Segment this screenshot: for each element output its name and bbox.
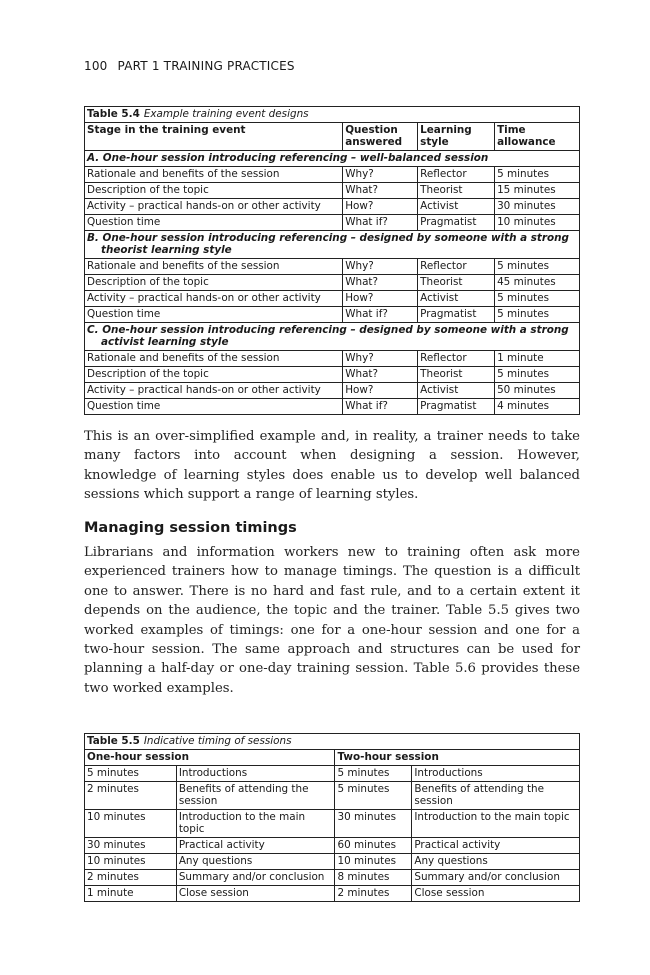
table-row — [85, 183, 580, 199]
table-cell: Pragmatist — [418, 215, 495, 231]
running-title: PART 1 TRAINING PRACTICES — [117, 59, 295, 73]
table-cell: 45 minutes — [495, 275, 580, 291]
table-cell: Activist — [418, 291, 495, 307]
table-cell: 10 minutes — [85, 854, 177, 870]
table-row — [85, 838, 580, 854]
table-row — [85, 367, 580, 383]
section-heading: Managing session timings — [84, 520, 297, 536]
table-cell: 5 minutes — [495, 367, 580, 383]
table-cell: Introductions — [412, 766, 580, 782]
table-cell: Activity – practical hands-on or other activity — [85, 199, 343, 215]
page-number: 100 — [84, 59, 108, 73]
table-cell: Any questions — [176, 854, 335, 870]
table-cell: Why? — [343, 259, 418, 275]
table-cell: Benefits of attending the session — [412, 782, 580, 810]
table-cell: What? — [343, 275, 418, 291]
table-cell: 5 minutes — [335, 782, 412, 810]
table-cell: Question time — [85, 307, 343, 323]
table-cell: What if? — [343, 215, 418, 231]
table-row — [85, 870, 580, 886]
table-5-5 — [84, 733, 580, 902]
table-cell: Description of the topic — [85, 183, 343, 199]
table-cell: 2 minutes — [335, 886, 412, 902]
table-row — [85, 351, 580, 367]
table-cell: Activist — [418, 383, 495, 399]
table-cell: Theorist — [418, 367, 495, 383]
table-title: Indicative timing of sessions — [143, 735, 292, 747]
table-header-row — [85, 750, 580, 766]
column-header: Stage in the training event — [85, 123, 343, 151]
table-cell: Theorist — [418, 275, 495, 291]
section-heading-text: C. One-hour session introducing referencing – designed by someone with a strong — [87, 324, 569, 336]
section-heading-cell — [85, 151, 580, 167]
table-row — [85, 199, 580, 215]
table-cell: What if? — [343, 307, 418, 323]
table-cell: Close session — [176, 886, 335, 902]
table-row — [85, 275, 580, 291]
table-row — [85, 167, 580, 183]
table-row — [85, 782, 580, 810]
table-cell: What? — [343, 183, 418, 199]
table-cell: 10 minutes — [495, 215, 580, 231]
table-5-4 — [84, 106, 580, 415]
table-label: Table 5.4 — [87, 108, 140, 120]
table-cell: Any questions — [412, 854, 580, 870]
table-cell: Summary and/or conclusion — [412, 870, 580, 886]
table-row — [85, 766, 580, 782]
table-cell: Reflector — [418, 167, 495, 183]
table-cell: How? — [343, 199, 418, 215]
table-cell: What if? — [343, 399, 418, 415]
table-cell: 60 minutes — [335, 838, 412, 854]
table-cell: 2 minutes — [85, 870, 177, 886]
table-caption — [85, 107, 580, 123]
table-cell: 5 minutes — [335, 766, 412, 782]
table-cell: Why? — [343, 351, 418, 367]
table-cell: 30 minutes — [495, 199, 580, 215]
table-row — [85, 854, 580, 870]
table-row — [85, 215, 580, 231]
section-heading-text: A. One-hour session introducing referencing – well-balanced session — [87, 152, 489, 164]
section-heading-row — [85, 151, 580, 167]
table-cell: 1 minute — [85, 886, 177, 902]
section-heading-cell — [85, 323, 580, 351]
body-paragraph: Librarians and information workers new to training often ask more experienced trainers how to manage timings. The question is a difficult one to answer. There is no hard and fast rule, and to a certain extent it depends on the audience, the topic and the trainer. Table 5.5 gives two worked examples of timings: one for a one-hour session and one for a two-hour session. The same approach and structures can be used for planning a half-day or one-day training session. Table 5.6 provides these two worked examples. — [84, 545, 580, 696]
table-cell: Introduction to the main topic — [412, 810, 580, 838]
table-cell: Activity – practical hands-on or other activity — [85, 383, 343, 399]
section-heading-row — [85, 323, 580, 351]
table-cell: Question time — [85, 399, 343, 415]
table-cell: Pragmatist — [418, 307, 495, 323]
table-cell: Rationale and benefits of the session — [85, 259, 343, 275]
section-heading-continuation: activist learning style — [101, 336, 229, 348]
table-row — [85, 291, 580, 307]
section-heading-row — [85, 231, 580, 259]
section-heading-continuation: theorist learning style — [101, 244, 232, 256]
table-cell: What? — [343, 367, 418, 383]
table-label: Table 5.5 — [87, 735, 140, 747]
column-header: Question answered — [343, 123, 418, 151]
table-cell: Reflector — [418, 351, 495, 367]
table-cell: Benefits of attending the session — [176, 782, 335, 810]
table-row — [85, 307, 580, 323]
table-cell: 8 minutes — [335, 870, 412, 886]
table-cell: 5 minutes — [85, 766, 177, 782]
table-cell: 5 minutes — [495, 259, 580, 275]
table-cell: Description of the topic — [85, 275, 343, 291]
table-caption — [85, 734, 580, 750]
table-cell: Summary and/or conclusion — [176, 870, 335, 886]
table-cell: Practical activity — [412, 838, 580, 854]
body-paragraph: This is an over-simplified example and, in reality, a trainer needs to take many factors into account when designing a session. However, knowledge of learning styles does enable us to develop well balanced sessions which support a range of learning styles. — [84, 429, 580, 503]
table-cell: 5 minutes — [495, 167, 580, 183]
table-cell: Pragmatist — [418, 399, 495, 415]
table-cell: 10 minutes — [85, 810, 177, 838]
table-cell: How? — [343, 383, 418, 399]
column-header: Time allowance — [495, 123, 580, 151]
table-cell: Activist — [418, 199, 495, 215]
section-heading-cell — [85, 231, 580, 259]
table-row — [85, 886, 580, 902]
table-cell: 2 minutes — [85, 782, 177, 810]
table-cell: Rationale and benefits of the session — [85, 167, 343, 183]
section-heading-text: B. One-hour session introducing referencing – designed by someone with a strong — [87, 232, 569, 244]
table-cell: 1 minute — [495, 351, 580, 367]
table-title: Example training event designs — [143, 108, 309, 120]
table-cell: 4 minutes — [495, 399, 580, 415]
table-cell: Why? — [343, 167, 418, 183]
table-row — [85, 810, 580, 838]
table-cell: 30 minutes — [335, 810, 412, 838]
table-cell: Reflector — [418, 259, 495, 275]
table-cell: 10 minutes — [335, 854, 412, 870]
table-cell: 5 minutes — [495, 307, 580, 323]
column-header: Learning style — [418, 123, 495, 151]
table-cell: 5 minutes — [495, 291, 580, 307]
table-row — [85, 259, 580, 275]
table-cell: 50 minutes — [495, 383, 580, 399]
table-cell: Description of the topic — [85, 367, 343, 383]
column-group-header: One-hour session — [85, 750, 335, 766]
table-cell: Practical activity — [176, 838, 335, 854]
table-cell: Activity – practical hands-on or other activity — [85, 291, 343, 307]
table-cell: Introductions — [176, 766, 335, 782]
table-cell: 15 minutes — [495, 183, 580, 199]
table-header-row — [85, 123, 580, 151]
table-row — [85, 383, 580, 399]
table-cell: How? — [343, 291, 418, 307]
table-cell: Theorist — [418, 183, 495, 199]
table-cell: 30 minutes — [85, 838, 177, 854]
column-group-header: Two-hour session — [335, 750, 580, 766]
running-header — [84, 59, 295, 73]
table-cell: Question time — [85, 215, 343, 231]
table-row — [85, 399, 580, 415]
table-cell: Rationale and benefits of the session — [85, 351, 343, 367]
table-cell: Close session — [412, 886, 580, 902]
table-cell: Introduction to the main topic — [176, 810, 335, 838]
